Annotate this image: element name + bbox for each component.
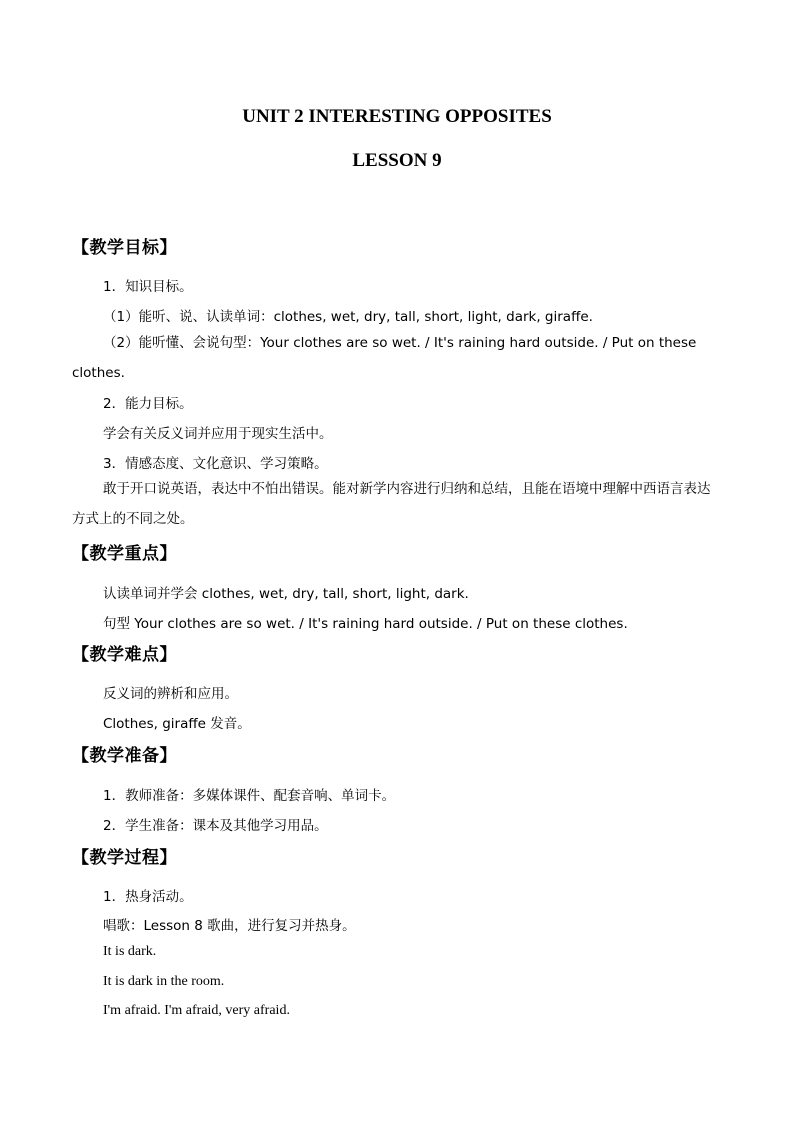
key-points-line: 认读单词并学会 clothes, wet, dry, tall, short, light, dark. [103, 586, 469, 602]
song-lyric-line: I'm afraid. I'm afraid, very afraid. [103, 1003, 290, 1018]
preparation-line: 1．教师准备：多媒体课件、配套音响、单词卡。 [103, 788, 396, 804]
process-heading: 【教学过程】 [72, 848, 177, 868]
objectives-line: 学会有关反义词并应用于现实生活中。 [103, 426, 333, 442]
difficulties-line: 反义词的辨析和应用。 [103, 686, 238, 702]
process-line: 唱歌：Lesson 8 歌曲，进行复习并热身。 [103, 918, 356, 934]
process-line: 1．热身活动。 [103, 889, 193, 905]
preparation-line: 2．学生准备：课本及其他学习用品。 [103, 818, 328, 834]
unit-title: UNIT 2 INTERESTING OPPOSITES [242, 106, 552, 127]
objectives-line: 3．情感态度、文化意识、学习策略。 [103, 456, 328, 472]
objectives-heading: 【教学目标】 [72, 238, 177, 258]
key-points-line: 句型 Your clothes are so wet. / It's raining hard outside. / Put on these clothes. [103, 616, 628, 632]
difficulties-line: Clothes, giraffe 发音。 [103, 716, 251, 732]
objectives-line: （2）能听懂、会说句型：Your clothes are so wet. / It's raining hard outside. / Put on these clothes. [72, 335, 697, 381]
objectives-line: 敢于开口说英语，表达中不怕出错误。能对新学内容进行归纳和总结，且能在语境中理解中西语言表达方式上的不同之处。 [72, 481, 711, 527]
objectives-line: 2．能力目标。 [103, 396, 193, 412]
song-lyric-line: It is dark in the room. [103, 974, 225, 989]
preparation-heading: 【教学准备】 [72, 746, 177, 766]
song-lyric-line: It is dark. [103, 944, 157, 959]
objectives-line: （1）能听、说、认读单词：clothes, wet, dry, tall, short, light, dark, giraffe. [103, 309, 593, 325]
lesson-title: LESSON 9 [352, 150, 442, 171]
objectives-line: 1．知识目标。 [103, 279, 193, 295]
difficulties-heading: 【教学难点】 [72, 645, 177, 665]
key-points-heading: 【教学重点】 [72, 544, 177, 564]
